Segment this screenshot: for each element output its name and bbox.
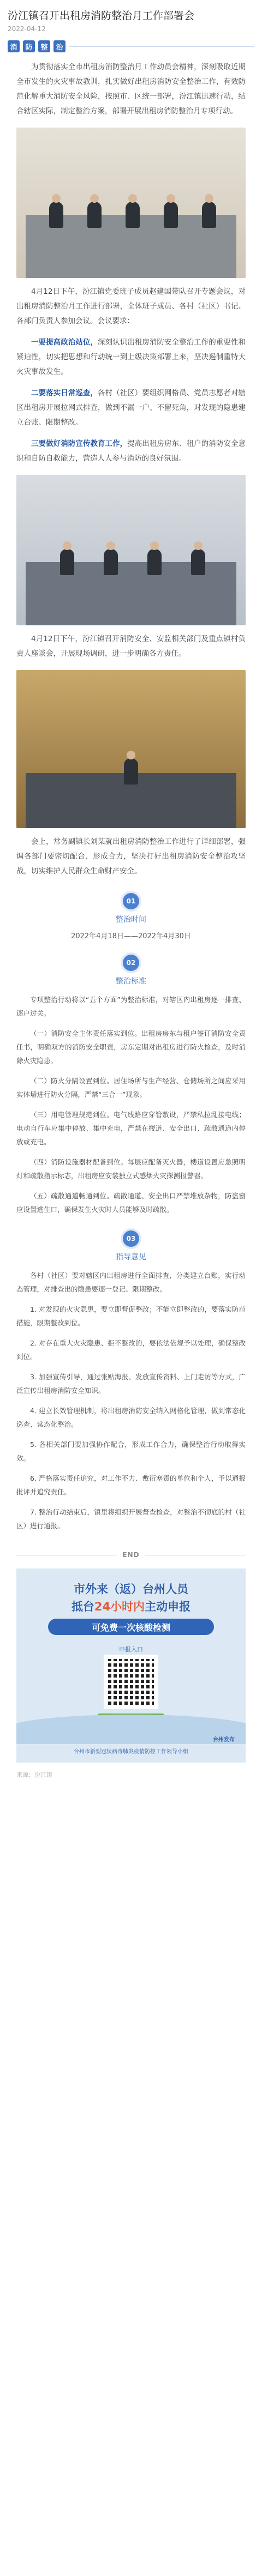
photo-person xyxy=(147,549,162,575)
intro-paragraph: 为贯彻落实全市出租房消防整治月工作动员会精神，深刻吸取近期全市发生的火灾事故教训，扎实做好出租房消防安全整治工作，有效防范化解重大消防安全风险，按照市、区统一部署，汾江镇迅速行动，结合辖区实际，制定整治方案，部署开展出租房消防整治月专项行动。 xyxy=(16,63,246,116)
end-divider xyxy=(16,1551,246,1559)
article-date: 2022-04-12 xyxy=(8,25,46,33)
section-title: 指导意见 xyxy=(116,1253,146,1262)
section-date-range: 2022年4月18日——2022年4月30日 xyxy=(71,932,191,940)
meeting-photo-2[interactable] xyxy=(16,475,246,625)
poster-subheadline xyxy=(16,1598,246,1614)
end-label: END xyxy=(122,1551,140,1559)
point-heading: 一要提高政治站位， xyxy=(31,338,98,347)
meeting-photo-1[interactable] xyxy=(16,128,246,278)
guidance-paragraph: 3. 加强宣传引导，通过张贴海报、发放宣传资料、上门走访等方式，广泛宣传出租房消防安全知识。 xyxy=(16,1373,246,1395)
photo-person xyxy=(191,549,205,575)
section-title: 整治时间 xyxy=(116,915,146,924)
photo-person xyxy=(164,202,178,228)
poster-sub-b: 24小时内 xyxy=(94,1600,145,1613)
point-body: 提高出租房房东、租户的消防安全意识和自防自救能力，营造人人参与消防的良好氛围。 xyxy=(16,439,246,463)
photo-person xyxy=(104,549,118,575)
section-number: 03 xyxy=(123,1230,139,1247)
meeting-photo-3[interactable] xyxy=(16,670,246,828)
section-number: 01 xyxy=(123,893,139,909)
article-source: 来源：汾江镇 xyxy=(16,1771,52,1778)
guidance-paragraph: 4. 建立长效管理机制，将出租房消防安全纳入网格化管理，做到常态化巡查、常态化整治。 xyxy=(16,1407,246,1428)
guidance-paragraph: 5. 各相关部门要加强协作配合，形成工作合力，确保整治行动取得实效。 xyxy=(16,1440,246,1462)
standard-paragraph: 专项整治行动将以“五个方面”为整治标准，对辖区内出租房逐一排查、逐户过关。 xyxy=(16,996,246,1017)
section-header xyxy=(16,893,246,940)
poster-pill: 可免费一次核酸检测 xyxy=(48,1619,214,1635)
poster-sub-c: 主动申报 xyxy=(145,1600,191,1613)
photo-person xyxy=(60,549,74,575)
photo-person xyxy=(87,202,102,228)
guidance-paragraph: 各村（社区）要对辖区内出租房进行全面排查，分类建立台账，实行动态管理，对排查出的隐患要逐一登记、限期整改。 xyxy=(16,1271,246,1293)
photo-person xyxy=(202,202,216,228)
summary-paragraph: 会上，常务副镇长刘某就出租房消防整治工作进行了详细部署，强调各部门要密切配合、形成合力，坚决打好出租房消防安全整治攻坚战，切实维护人民群众生命财产安全。 xyxy=(16,837,246,876)
section-title: 整治标准 xyxy=(116,977,146,986)
poster-sub-a: 抵台 xyxy=(71,1600,94,1613)
guidance-paragraph: 6. 严格落实责任追究，对工作不力、敷衍塞责的单位和个人，予以通报批评并追究责任。 xyxy=(16,1474,246,1496)
point-paragraph xyxy=(0,386,262,430)
article-title: 汾江镇召开出租房消防整治月工作部署会 xyxy=(8,10,195,22)
banner-divider xyxy=(69,46,254,47)
banner-char: 治 xyxy=(53,40,66,52)
banner-char: 防 xyxy=(23,40,35,52)
photo-person xyxy=(126,202,140,228)
poster-headline: 市外来（返）台州人员 xyxy=(74,1583,188,1596)
poster-hill xyxy=(16,1715,246,1744)
standard-paragraph: （二）防火分隔设置到位。居住场所与生产经营、仓储场所之间应采用实体墙进行防火分隔，严禁“三合一”现象。 xyxy=(16,1077,246,1099)
section-number: 02 xyxy=(123,955,139,971)
poster-footer: 台州市新型冠状病毒肺炎疫情防控工作领导小组 xyxy=(74,1749,188,1755)
covid-poster[interactable] xyxy=(16,1568,246,1763)
photo-person xyxy=(49,202,63,228)
topic-banner xyxy=(8,39,254,53)
point-paragraph xyxy=(0,335,262,379)
point-paragraph xyxy=(0,437,262,466)
guidance-paragraph: 2. 对存在重大火灾隐患、拒不整改的，要依法依规予以处理，确保整改到位。 xyxy=(16,1339,246,1361)
standard-paragraph: （五）疏散通道畅通到位。疏散通道、安全出口严禁堆放杂物，防盗窗应设置逃生口，确保发生火灾时人员能够及时疏散。 xyxy=(16,1192,246,1214)
standard-paragraph: （四）消防设施器材配备到位。每层应配备灭火器，楼道设置应急照明灯和疏散指示标志，出租房应安装独立式感烟火灾探测报警器。 xyxy=(16,1158,246,1180)
section-header xyxy=(16,1230,246,1262)
photo-speaker xyxy=(124,758,138,785)
meeting2-paragraph: 4月12日下午，汾江镇召开消防安全、安监相关部门及重点镇村负责人座谈会，开展现场调研，进一步明确各方责任。 xyxy=(16,635,246,658)
qr-pattern xyxy=(108,1659,154,1705)
section-header xyxy=(16,955,246,986)
point-heading: 二要落实日常巡查， xyxy=(31,389,98,397)
point-body: 深刻认识出租房消防安全整治工作的重要性和紧迫性，切实把思想和行动统一到上级决策部署上来，坚决遏制重特大火灾事故发生。 xyxy=(16,338,246,376)
qr-code[interactable] xyxy=(104,1655,158,1709)
poster-logo: 台州发布 xyxy=(213,1737,235,1743)
banner-char: 消 xyxy=(8,40,20,52)
meeting-paragraph: 4月12日下午，汾江镇党委班子成员赵建国带队召开专题会议，对出租房消防整治月工作进行部署，全体班子成员、各村（社区）书记、各部门负责人参加会议。会议要求： xyxy=(16,287,246,325)
guidance-paragraph: 1. 对发现的火灾隐患，要立即督促整改；不能立即整改的，要落实防范措施，限期整改到位。 xyxy=(16,1305,246,1327)
poster-caption: 申报入口 xyxy=(119,1646,143,1653)
point-body: 各村（社区）要组织网格员、党员志愿者对辖区出租房开展拉网式排查，做到不漏一户、不留死角，对发现的隐患建立台账、限期整改。 xyxy=(16,389,246,427)
standard-paragraph: （三）用电管理规范到位。电气线路应穿管敷设，严禁私拉乱接电线；电动自行车应集中停放、集中充电，严禁在楼道、安全出口、疏散通道内停放或充电。 xyxy=(16,1111,246,1146)
banner-char: 整 xyxy=(38,40,50,52)
standard-paragraph: （一）消防安全主体责任落实到位。出租房房东与租户签订消防安全责任书，明确双方的消防安全职责，房东定期对出租房进行防火检查，及时消除火灾隐患。 xyxy=(16,1029,246,1065)
point-heading: 三要做好消防宣传教育工作， xyxy=(31,439,128,448)
guidance-paragraph: 7. 整治行动结束后，镇里将组织开展督查检查，对整治不彻底的村（社区）进行通报。 xyxy=(16,1508,246,1530)
